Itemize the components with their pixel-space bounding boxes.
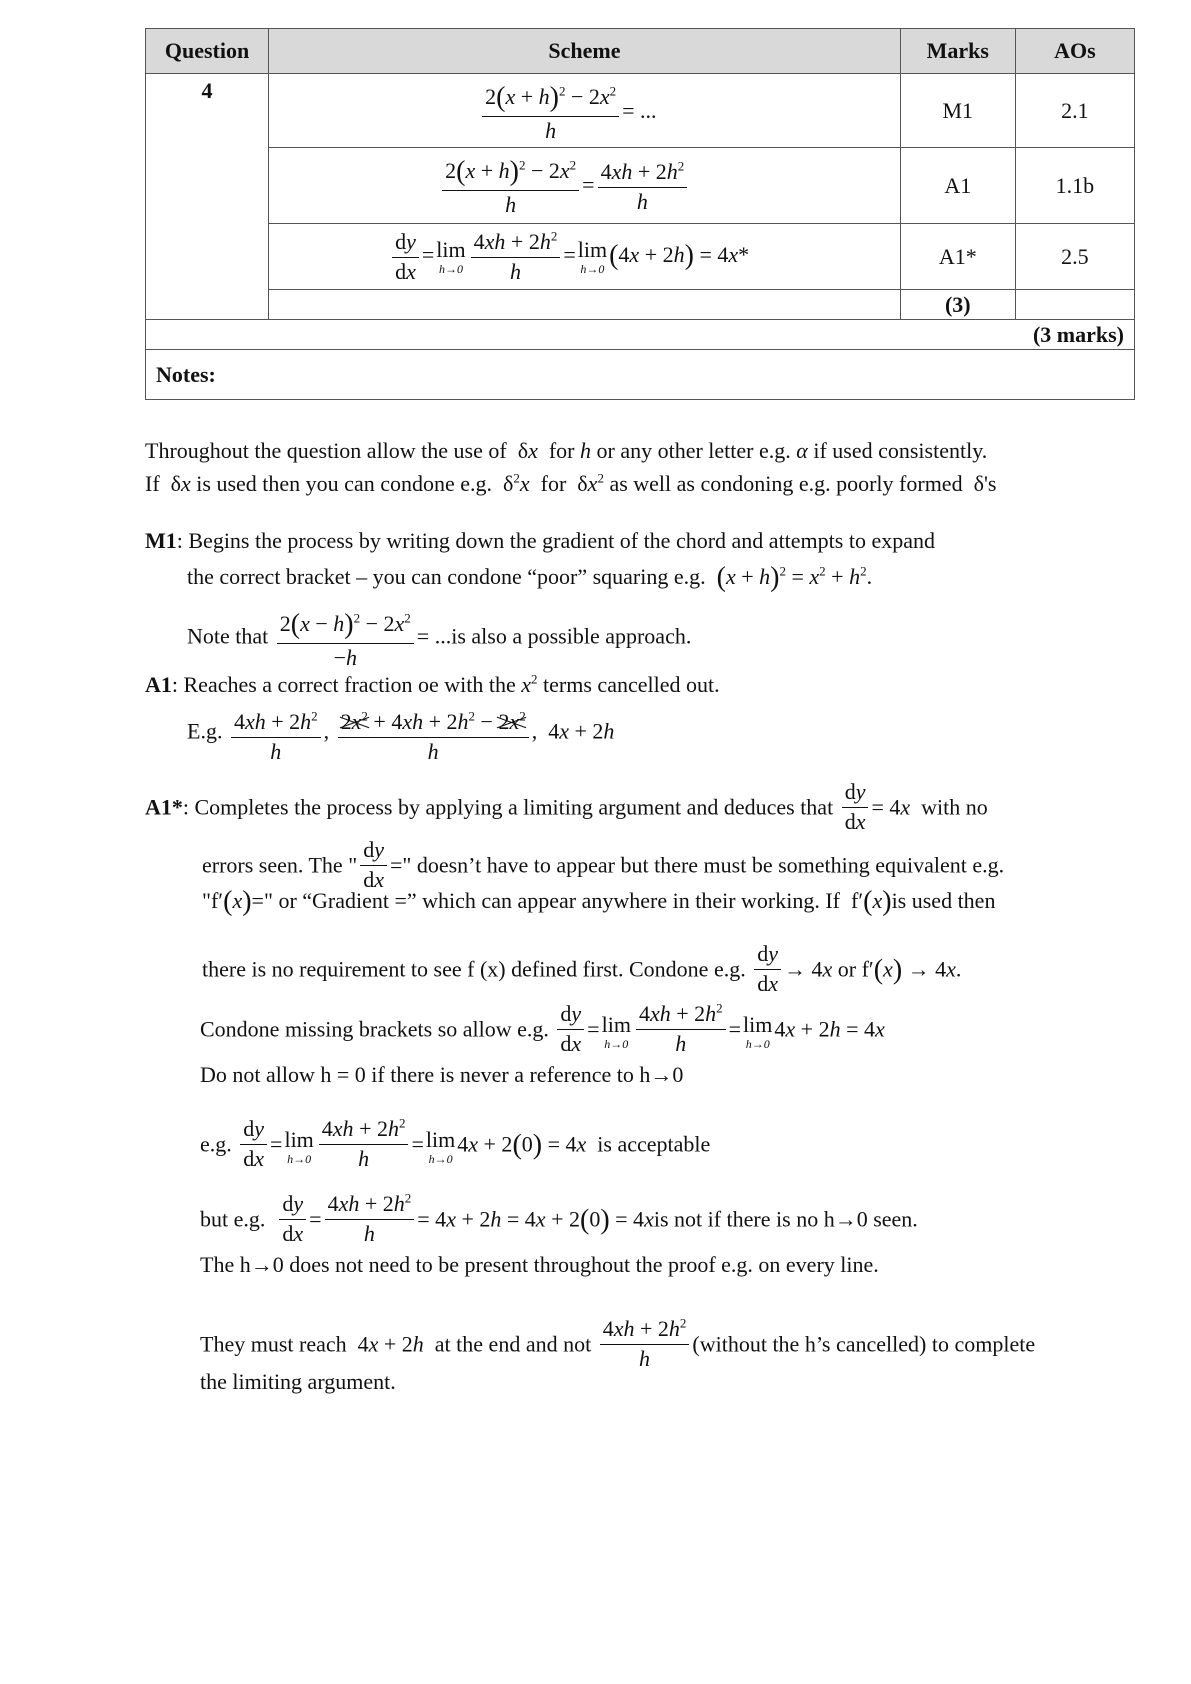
a1star-note: but e.g. $\frac{dy}{dx}$ = $\frac{4xh + 2h^2}{h}$ = 4x + 2h = 4x + 2(0) = 4xis not if there is no h→0 seen. xyxy=(200,1190,918,1246)
note-text: is used then you can condone e.g. xyxy=(196,471,492,496)
note-text: E.g. xyxy=(187,718,223,744)
ao-code: 2.5 xyxy=(1015,224,1134,290)
note-text: : Begins the process by writing down the gradient of the chord and attempts to expand xyxy=(176,528,935,553)
note-text: there is no requirement to see f (x) defined first. Condone e.g. xyxy=(202,956,746,982)
note-text: Condone missing brackets so allow e.g. xyxy=(200,1016,549,1042)
note-text: if used consistently. xyxy=(813,438,988,463)
a1star-note: there is no requirement to see f (x) defined first. Condone e.g. $\frac{dy}{dx}$ → 4x or f′(x) → 4x. xyxy=(202,941,962,996)
ao-empty xyxy=(1015,290,1134,320)
total-row xyxy=(146,320,1135,350)
note-text: errors seen. The xyxy=(202,852,343,878)
note-text: The h→0 does not need to be present throughout the proof e.g. on every line. xyxy=(200,1252,879,1277)
m1-note xyxy=(145,527,935,555)
a1-note: A1: Reaches a correct fraction oe with the $x^2$ terms cancelled out. xyxy=(145,671,720,697)
a1-label: A1 xyxy=(145,672,172,697)
a1star-label: A1* xyxy=(145,794,183,820)
a1star-note: errors seen. The " $\frac{dy}{dx}$ =" doesn’t have to appear but there must be something equivalent e.g. xyxy=(202,837,1005,892)
ao-code: 2.1 xyxy=(1015,74,1134,148)
note-text: the limiting argument. xyxy=(200,1369,396,1394)
mark-code: M1 xyxy=(900,74,1015,148)
note-text: doesn’t have to appear but there must be something equivalent e.g. xyxy=(416,852,1005,878)
note-text: is not if there is no h→0 seen. xyxy=(653,1206,918,1232)
scheme-step-2: $\frac{2(x + h)^2 - 2x^2}{h}$ = $\frac{4xh + 2h^2}{h}$ xyxy=(269,148,901,224)
a1star-note xyxy=(200,1061,683,1089)
note-text: e.g. xyxy=(200,1131,232,1157)
scheme-step-1: $\frac{2(x + h)^2 - 2x^2}{h}$ = ... xyxy=(269,74,901,148)
note-text: They must reach xyxy=(200,1331,347,1357)
a1-note: E.g. $\frac{4xh + 2h^2}{h}$ , $\frac{2x^2 + 4xh + 2h^2 - 2x^2}{h}$ , 4x + 2h xyxy=(187,708,615,764)
note-text: is used then xyxy=(891,888,996,913)
a1star-note: They must reach 4x + 2h at the end and not $\frac{4xh + 2h^2}{h}$ (without the h’s cancelled) to complete xyxy=(200,1315,1036,1371)
scheme-step-3: $\frac{dy}{dx}$ =lim h→0 $\frac{4xh + 2h^2}{h}$ =lim h→0 (4x + 2h) = 4x* xyxy=(269,224,901,290)
note-text: is also a possible approach. xyxy=(451,623,692,649)
ao-code: 1.1b xyxy=(1015,148,1134,224)
note-text: at the end and not xyxy=(434,1331,592,1357)
mark-code: A1 xyxy=(900,148,1015,224)
note-text: or “Gradient =” which can appear anywhere in their working. If xyxy=(278,888,840,913)
note-text: with no xyxy=(921,794,988,820)
note-text: If xyxy=(145,471,160,496)
question-number: 4 xyxy=(146,74,269,320)
note-text: as well as condoning e.g. poorly formed xyxy=(609,471,963,496)
mark-scheme-table xyxy=(145,28,1135,400)
note-text: Note that xyxy=(187,623,269,649)
note-text: Do not allow h = 0 if there is never a reference to h→0 xyxy=(200,1062,684,1087)
table-row xyxy=(146,74,1135,148)
note-text: (without the h’s cancelled) to complete xyxy=(692,1331,1036,1357)
table-row xyxy=(146,224,1135,290)
note-text: or any other letter e.g. xyxy=(596,438,791,463)
notes-row xyxy=(146,350,1135,400)
note-text: Throughout the question allow the use of xyxy=(145,438,507,463)
table-row xyxy=(146,290,1135,320)
a1star-note: Condone missing brackets so allow e.g. $\frac{dy}{dx}$ =lim h→0 $\frac{4xh + 2h^2}{h}$ =lim h→0 4x + 2h = 4x xyxy=(200,1000,885,1056)
scheme-empty xyxy=(269,290,901,320)
header-question: Question xyxy=(146,29,269,74)
a1star-note: "f′(x)=" or “Gradient =” which can appear anywhere in their working. If f′(x)is used then xyxy=(202,886,996,917)
header-marks: Marks xyxy=(900,29,1015,74)
note-text: but e.g. xyxy=(200,1206,266,1232)
note-text: : Completes the process by applying a limiting argument and deduces that xyxy=(182,794,834,820)
total-marks: (3 marks) xyxy=(146,320,1135,350)
m1-note: Note that $\frac{2(x - h)^2 - 2x^2}{-h}$ = ...is also a possible approach. xyxy=(187,609,692,671)
header-aos: AOs xyxy=(1015,29,1134,74)
notes-label: Notes: xyxy=(146,350,1135,400)
note-text: is acceptable xyxy=(597,1131,711,1157)
note-text: terms cancelled out. xyxy=(543,672,720,697)
m1-note: the correct bracket – you can condone “poor” squaring e.g. $(x + h)^2 = x^2 + h^2$. xyxy=(187,562,873,593)
a1star-note xyxy=(200,1368,396,1396)
table-row xyxy=(146,148,1135,224)
a1star-note xyxy=(200,1251,879,1279)
note-line: If δx is used then you can condone e.g. $\delta^2x$ for $\delta x^2$ as well as condoning e.g. poorly formed δ's xyxy=(145,470,997,496)
note-line: Throughout the question allow the use of δx for h or any other letter e.g. α if used consistently. xyxy=(145,438,988,463)
a1star-note: e.g. $\frac{dy}{dx}$ =lim h→0 $\frac{4xh + 2h^2}{h}$ =lim h→0 4x + 2(0) = 4x is acceptable xyxy=(200,1115,711,1171)
a1star-note: A1*: Completes the process by applying a limiting argument and deduces that $\frac{dy}{dx}$ = 4x with no xyxy=(145,779,988,834)
note-text: : Reaches a correct fraction oe with the xyxy=(171,672,516,697)
note-text: for xyxy=(540,471,567,496)
m1-label: M1 xyxy=(145,528,177,553)
note-text: for xyxy=(548,438,575,463)
note-text: the correct bracket – you can condone “poor” squaring e.g. xyxy=(187,564,706,589)
mark-code: A1* xyxy=(900,224,1015,290)
note-text: or xyxy=(837,956,857,982)
header-scheme: Scheme xyxy=(269,29,901,74)
table-header-row xyxy=(146,29,1135,74)
mark-subtotal: (3) xyxy=(900,290,1015,320)
